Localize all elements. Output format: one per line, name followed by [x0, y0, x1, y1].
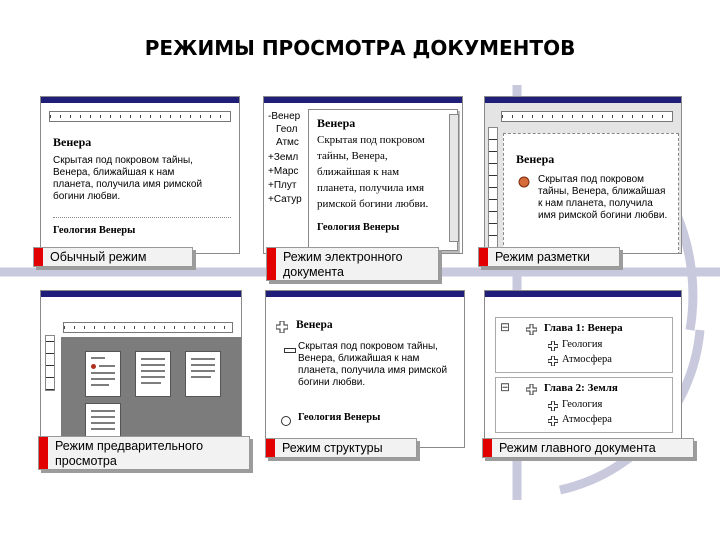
- title-bar: [41, 291, 241, 297]
- chapter-item: Геология: [562, 339, 603, 350]
- doc-text-line: римской богини любви.: [317, 198, 429, 210]
- label-normal-view: [33, 247, 193, 267]
- outline-text-line: богини любви.: [298, 377, 366, 388]
- web-view-screenshot: [263, 96, 463, 254]
- layout-page: [503, 133, 679, 254]
- doc-text-line: Скрытая под покровом тайны,: [53, 155, 193, 166]
- text-line: [99, 365, 115, 367]
- label-text: Режим главного документа: [499, 441, 656, 455]
- text-line: [141, 364, 165, 366]
- expand-icon: [276, 321, 288, 333]
- doc-heading: Венера: [516, 152, 555, 166]
- subdocument-box: [495, 317, 673, 373]
- label-text: Режим электронного документа: [283, 250, 403, 279]
- doc-map-item: Атмс: [276, 137, 299, 148]
- scrollbar[interactable]: [449, 114, 459, 242]
- text-line: [191, 364, 215, 366]
- label-text: Обычный режим: [50, 250, 147, 264]
- page-thumbnail: [85, 351, 121, 397]
- horizontal-ruler: [501, 111, 673, 122]
- text-line: [191, 376, 211, 378]
- outline-text-line: Венера, ближайшая к нам: [298, 353, 420, 364]
- outline-view-screenshot: [265, 290, 465, 448]
- vertical-ruler: [45, 335, 55, 391]
- outline-text-line: планета, получила имя римской: [298, 365, 448, 376]
- expand-icon: [548, 341, 558, 351]
- page-thumbnail: [135, 351, 171, 397]
- red-marker: [267, 248, 276, 280]
- chapter-heading: Глава 1: Венера: [544, 322, 623, 334]
- text-line: [91, 384, 109, 386]
- doc-text-line: Венера, ближайшая к нам: [53, 167, 175, 178]
- master-view-screenshot: [484, 290, 682, 448]
- expand-icon: [548, 401, 558, 411]
- text-line: [91, 422, 115, 424]
- red-marker: [483, 439, 492, 457]
- label-layout-view: [478, 247, 620, 267]
- subdocument-icon: ⊟: [500, 320, 511, 334]
- chapter-item: Атмосфера: [562, 354, 612, 365]
- doc-text-line: планета, получила имя римской: [53, 179, 203, 190]
- planet-icon: [518, 176, 530, 188]
- doc-heading: Венера: [53, 135, 92, 149]
- doc-map-item: Геол: [276, 124, 298, 135]
- doc-map-item: +Марс: [268, 166, 299, 177]
- label-text: Режим разметки: [495, 250, 590, 264]
- doc-text-line: планета, получила имя: [317, 182, 425, 194]
- text-line: [91, 416, 115, 418]
- doc-subheading: Геология Венеры: [53, 225, 136, 236]
- doc-text-line: тайны, Венера, ближайшая: [538, 186, 666, 197]
- text-line: [141, 358, 165, 360]
- horizontal-ruler: [49, 111, 231, 122]
- title-bar: [264, 97, 462, 103]
- subdocument-box: [495, 377, 673, 433]
- text-line: [91, 428, 115, 430]
- layout-view-screenshot: [484, 96, 682, 254]
- title-bar: [485, 97, 681, 103]
- expand-icon: [548, 356, 558, 366]
- normal-view-screenshot: [40, 96, 240, 254]
- doc-text-line: к нам планета, получила: [538, 198, 653, 209]
- red-marker: [479, 248, 488, 266]
- preview-area: [61, 337, 241, 443]
- outline-text-line: Скрытая под покровом тайны,: [298, 341, 438, 352]
- text-line: [91, 378, 115, 380]
- text-line: [191, 370, 215, 372]
- text-line: [191, 358, 215, 360]
- red-marker: [39, 437, 48, 469]
- doc-map-item: +Сатур: [268, 194, 302, 205]
- label-master-view: [482, 438, 694, 458]
- outline-subheading: Геология Венеры: [298, 412, 381, 423]
- doc-text-line: тайны, Венера,: [317, 150, 388, 162]
- doc-map-item: +Земл: [268, 152, 299, 163]
- doc-map-item: +Плут: [268, 180, 297, 191]
- label-outline-view: [265, 438, 417, 458]
- subdocument-icon: ⊟: [500, 380, 511, 394]
- doc-text-line: имя римской богини любви.: [538, 210, 668, 221]
- horizontal-ruler: [63, 322, 233, 333]
- title-bar: [41, 97, 239, 103]
- red-marker: [34, 248, 43, 266]
- text-line: [141, 376, 165, 378]
- label-preview: [38, 436, 250, 470]
- web-document-pane: [308, 109, 458, 251]
- chapter-item: Атмосфера: [562, 414, 612, 425]
- text-line: [141, 382, 161, 384]
- title-bar: [266, 291, 464, 297]
- text-line: [91, 357, 105, 359]
- page-title: РЕЖИМЫ ПРОСМОТРА ДОКУМЕНТОВ: [144, 36, 576, 60]
- doc-subheading: Геология Венеры: [317, 222, 400, 233]
- doc-text-line: богини любви.: [53, 191, 121, 202]
- divider: [53, 217, 231, 219]
- expand-icon: [548, 416, 558, 426]
- label-text: Режим структуры: [282, 441, 383, 455]
- text-line: [91, 372, 115, 374]
- expand-icon: [526, 324, 537, 335]
- text-line: [91, 410, 115, 412]
- doc-text-line: Скрытая под покровом: [538, 174, 645, 185]
- text-line: [141, 370, 165, 372]
- chapter-item: Геология: [562, 399, 603, 410]
- preview-screenshot: [40, 290, 242, 444]
- label-web-view: [266, 247, 439, 281]
- body-text-marker: [284, 348, 296, 353]
- collapse-icon: [280, 415, 292, 427]
- doc-text-line: Скрытая под покровом: [317, 134, 425, 146]
- outline-heading: Венера: [296, 319, 333, 331]
- label-text: Режим предварительного просмотра: [55, 439, 204, 468]
- title-bar: [485, 291, 681, 297]
- expand-icon: [526, 384, 537, 395]
- doc-map-item: -Венер: [268, 111, 301, 122]
- chapter-heading: Глава 2: Земля: [544, 382, 618, 394]
- red-marker: [266, 439, 275, 457]
- planet-dot: [91, 364, 96, 369]
- page-thumbnail: [185, 351, 221, 397]
- doc-heading: Венера: [317, 116, 356, 130]
- doc-text-line: ближайшая к нам: [317, 166, 400, 178]
- vertical-ruler: [488, 127, 498, 249]
